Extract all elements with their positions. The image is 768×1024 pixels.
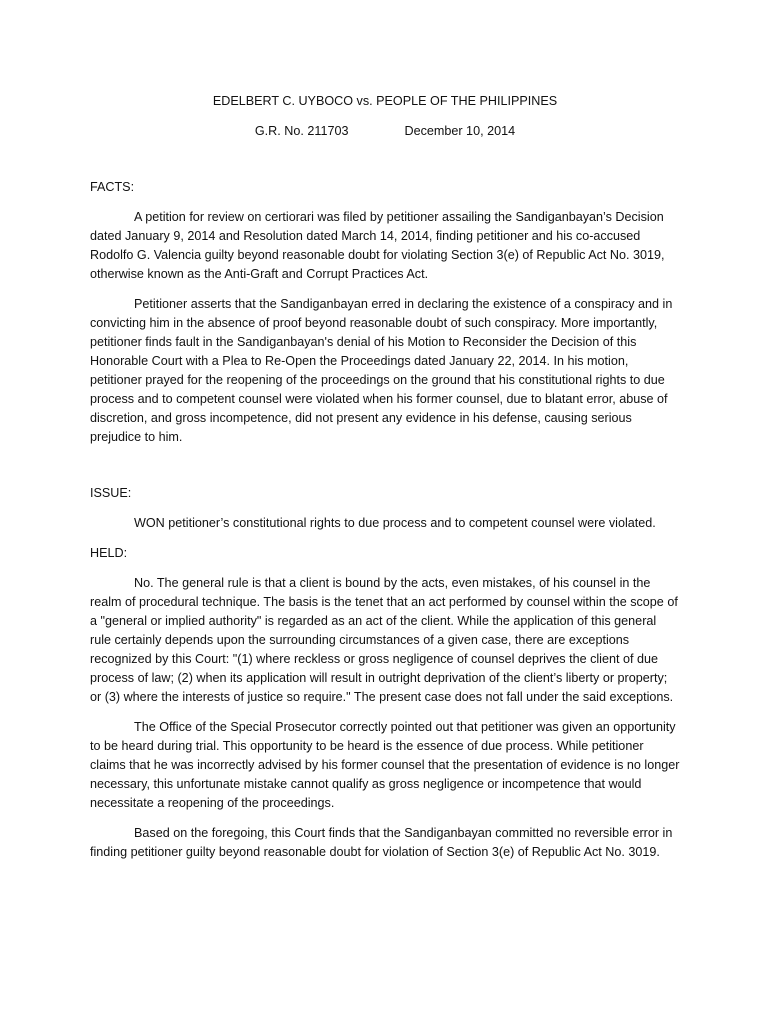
document-body [90, 92, 680, 862]
facts-heading: FACTS: [90, 180, 135, 194]
held-heading: HELD: [90, 546, 128, 560]
held-paragraph: Based on the foregoing, this Court finds that the Sandiganbayan committed no reversible error in finding petitioner guilty beyond reasonable doubt for violation of Section 3(e) of Republic Act No. 3019. [90, 826, 673, 859]
issue-paragraph: WON petitioner’s constitutional rights to due process and to competent counsel were violated. [134, 516, 656, 530]
gr-number: G.R. No. 211703 [254, 124, 349, 138]
facts-paragraph: A petition for review on certiorari was filed by petitioner assailing the Sandiganbayan’s Decision dated January 9, 2014 and Resolution dated March 14, 2014, finding petitioner and his co-accused Rodolfo G. Valencia guilty beyond reasonable doubt for violating Section 3(e) of Republic Act No. 3019, otherwise known as the Anti-Graft and Corrupt Practices Act. [90, 210, 665, 281]
facts-paragraph: Petitioner asserts that the Sandiganbayan erred in declaring the existence of a conspiracy and in convicting him in the absence of proof beyond reasonable doubt of such conspiracy. More importantly, petitioner finds fault in the Sandiganbayan's denial of his Motion to Reconsider the Decision of this Honorable Court with a Plea to Re-Open the Proceedings dated January 22, 2014. In his motion, petitioner prayed for the reopening of the proceedings on the ground that his constitutional rights to due process and to competent counsel were violated when his former counsel, due to blatant error, abuse of discretion, and gross incompetence, did not present any evidence in his defense, causing serious prejudice to him. [90, 297, 673, 444]
held-paragraph: No. The general rule is that a client is bound by the acts, even mistakes, of his counsel in the realm of procedural technique. The basis is the tenet that an act performed by counsel within the scope of a "general or implied authority" is regarded as an act of the client. While the application of this general rule certainly depends upon the surrounding circumstances of a given case, there are exceptions recognized by this Court: "(1) where reckless or gross negligence of counsel deprives the client of due process of law; (2) when its application will result in outright deprivation of the client’s liberty or property; or (3) where the interests of justice so require." The present case does not fall under the said exceptions. [90, 576, 678, 704]
case-title: EDELBERT C. UYBOCO vs. PEOPLE OF THE PHILIPPINES [212, 94, 558, 108]
case-reference [90, 122, 680, 141]
held-paragraph: The Office of the Special Prosecutor correctly pointed out that petitioner was given an opportunity to be heard during trial. This opportunity to be heard is the essence of due process. While petitioner claims that he was incorrectly advised by his former counsel that the presentation of evidence is no longer necessary, this unfortunate mistake cannot qualify as gross negligence or incompetence that would necessitate a reopening of the proceedings. [90, 720, 680, 810]
decision-date: December 10, 2014 [404, 124, 516, 138]
issue-heading: ISSUE: [90, 486, 132, 500]
